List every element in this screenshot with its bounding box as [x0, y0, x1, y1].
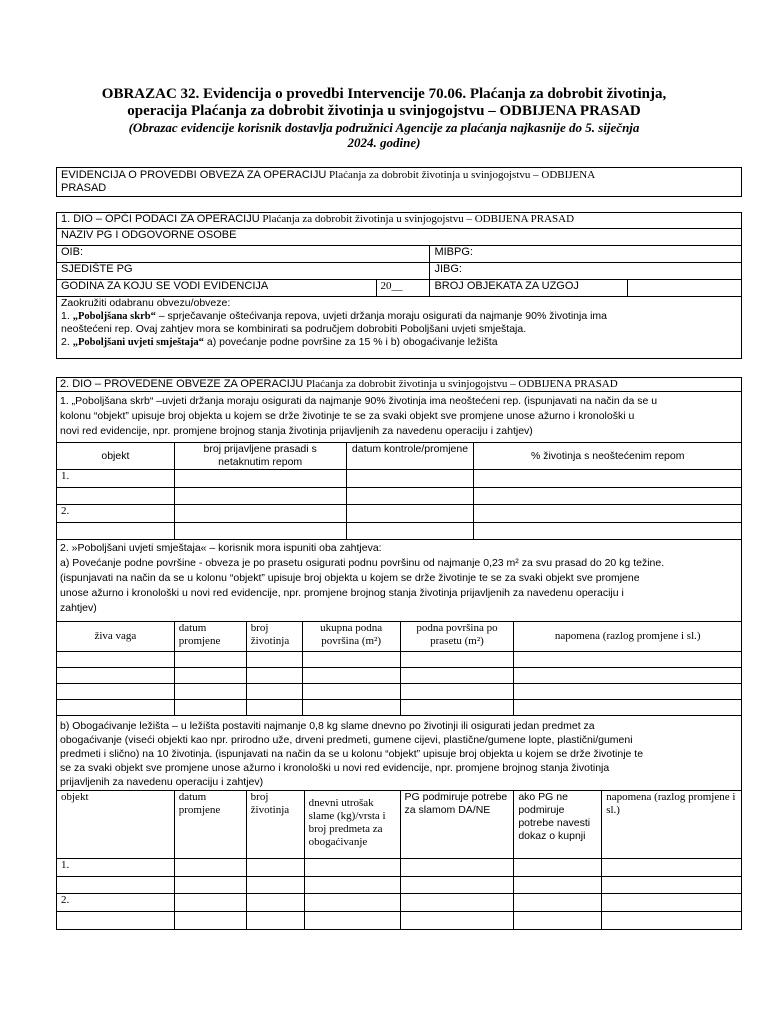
- t3-header-dokaz: ako PG ne podmiruje potrebe navesti dokaz o kupnji: [514, 791, 602, 859]
- table1: [56, 442, 742, 540]
- subtitle-line-1: (Obrazac evidencije korisnik dostavlja podružnici Agencije za plaćanja najkasnije do 5. siječnja: [128, 120, 640, 135]
- evidencija-rest: Plaćanja za dobrobit životinja u svinjogojstvu – ODBIJENA: [326, 169, 596, 181]
- t2-header-ukupna: ukupna podna površina (m²): [302, 622, 400, 652]
- t3-row3-objekt[interactable]: 2.: [57, 894, 175, 912]
- title-line-1: OBRAZAC 32. Evidencija o provedbi Intervencije 70.06. Plaćanja za dobrobit životinja,: [101, 86, 667, 102]
- t3-header-objekt: objekt: [57, 791, 175, 859]
- t3-cell[interactable]: [174, 894, 246, 912]
- t2-cell[interactable]: [514, 700, 742, 716]
- t1-row2-cell[interactable]: [346, 488, 474, 505]
- t1-row4-cell[interactable]: [474, 523, 742, 540]
- title-line-2: operacija Plaćanja za dobrobit životinja u svinjogojstvu – ODBIJENA PRASAD: [127, 103, 641, 119]
- table3: [56, 790, 742, 930]
- t1-row4-cell[interactable]: [174, 523, 346, 540]
- t2-cell[interactable]: [302, 652, 400, 668]
- t3-cell[interactable]: [246, 859, 304, 877]
- part1-heading-caps: 1. DIO – OPĆI PODACI ZA OPERACIJU: [61, 213, 260, 225]
- t3-cell[interactable]: [514, 894, 602, 912]
- section3-line5: prijavljenih za navedenu operaciju i zahtjev): [60, 776, 264, 788]
- t1-header-postotak: % životinja s neoštećenim repom: [474, 443, 742, 470]
- t2-cell[interactable]: [246, 700, 302, 716]
- t2-cell[interactable]: [246, 684, 302, 700]
- mibpg-field[interactable]: MIBPG:: [430, 246, 742, 263]
- t3-cell[interactable]: [400, 877, 514, 894]
- t3-row1-objekt[interactable]: 1.: [57, 859, 175, 877]
- part2-heading-caps: 2. DIO – PROVEDENE OBVEZE ZA OPERACIJU: [60, 378, 304, 390]
- section2-line1: 2. »Poboljšani uvjeti smještaja« – korisnik mora ispuniti oba zahtjeva:: [60, 542, 382, 554]
- t2-cell[interactable]: [302, 668, 400, 684]
- t1-row1-objekt[interactable]: 1.: [57, 470, 175, 488]
- t3-cell[interactable]: [304, 894, 400, 912]
- section1-line3: novi red evidencije, npr. promjene brojnog stanja životinja prijavljenih za navedenu operaciju i zahtjev): [60, 425, 533, 437]
- year-field[interactable]: 20__: [376, 280, 430, 297]
- broj-objekata-field[interactable]: [628, 280, 742, 297]
- t3-cell[interactable]: [514, 912, 602, 930]
- t1-row4-cell[interactable]: [346, 523, 474, 540]
- section3-line3: predmeti i slično) na 10 životinja. (ispunjavati na način da se u kolonu “objekt” upisuje broj objekta u kojem se drže životinje te: [60, 748, 644, 760]
- t2-cell[interactable]: [246, 668, 302, 684]
- jibg-field[interactable]: JIBG:: [430, 263, 742, 280]
- section2-line4: unose ažurno i kronološki u novi red evidencije, npr. promjene brojnog stanja životinja prijavljenih za navedenu operaciju i: [60, 587, 624, 599]
- t3-cell[interactable]: [246, 912, 304, 930]
- section3-line2: obogaćivanje (viseći objekti kao npr. prirodno uže, drveni predmeti, gumene cijevi, plastične/gumene lopte, plastični/gumeni: [60, 734, 633, 746]
- t3-cell[interactable]: [514, 859, 602, 877]
- option-2-title: „Poboljšani uvjeti smještaja“: [72, 337, 204, 348]
- part2-heading: [56, 377, 742, 392]
- t2-cell[interactable]: [302, 684, 400, 700]
- t3-cell[interactable]: [602, 912, 742, 930]
- t1-row2-cell[interactable]: [174, 488, 346, 505]
- t1-row2-cell[interactable]: [474, 488, 742, 505]
- section1-line1: 1. „Poboljšana skrb“ –uvjeti držanja moraju osigurati da najmanje 90% životinja ima neoštećeni rep. (ispunjavati na način da se u: [60, 395, 658, 407]
- t2-cell[interactable]: [400, 652, 514, 668]
- t3-cell[interactable]: [602, 859, 742, 877]
- t3-row4-objekt[interactable]: [57, 912, 175, 930]
- sjediste-field[interactable]: SJEDIŠTE PG: [57, 263, 430, 280]
- t3-header-napomena: napomena (razlog promjene i sl.): [602, 791, 742, 859]
- t3-cell[interactable]: [602, 894, 742, 912]
- option-2[interactable]: [61, 336, 737, 349]
- section1-line2: kolonu “objekt” upisuje broj objekta u kojem se drže životinje te se za svaki objekt sve promjene unose ažurno i kronološki u: [60, 410, 635, 422]
- t2-cell[interactable]: [302, 700, 400, 716]
- t1-row3-cell[interactable]: [174, 505, 346, 523]
- t2-cell[interactable]: [174, 668, 246, 684]
- t3-header-utrosak: dnevni utrošak slame (kg)/vrsta i broj predmeta za obogaćivanje: [304, 791, 400, 859]
- t2-cell[interactable]: [400, 668, 514, 684]
- t1-row2-objekt[interactable]: [57, 488, 175, 505]
- t1-row3-cell[interactable]: [346, 505, 474, 523]
- option-1-line2: neoštećeni rep. Ovaj zahtjev mora se kombinirati sa područjem dobrobiti Poboljšani uvjeti smještaja.: [61, 323, 527, 335]
- t2-cell[interactable]: [57, 668, 175, 684]
- t2-header-napomena: napomena (razlog promjene i sl.): [514, 622, 742, 652]
- t3-cell[interactable]: [304, 859, 400, 877]
- t3-cell[interactable]: [400, 912, 514, 930]
- subtitle-line-2: 2024. godine): [347, 135, 421, 150]
- t3-row2-objekt[interactable]: [57, 877, 175, 894]
- t3-cell[interactable]: [514, 877, 602, 894]
- t2-cell[interactable]: [174, 652, 246, 668]
- section2-line2: a) Povećanje podne površine - obveza je po prasetu osigurati podnu površinu od najmanje 0,23 m² za svu prasad do 20 kg težine.: [60, 557, 665, 569]
- t3-cell[interactable]: [246, 894, 304, 912]
- section2-line5: zahtjev): [60, 602, 97, 614]
- t3-cell[interactable]: [246, 877, 304, 894]
- t3-cell[interactable]: [602, 877, 742, 894]
- section2-text: [60, 541, 740, 616]
- t1-row3-objekt[interactable]: 2.: [57, 505, 175, 523]
- t2-cell[interactable]: [246, 652, 302, 668]
- t3-header-datum: datum promjene: [174, 791, 246, 859]
- document-title: [70, 86, 698, 150]
- t1-header-broj: broj prijavljene prasadi s netaknutim repom: [174, 443, 346, 470]
- part2-heading-rest: Plaćanja za dobrobit životinja u svinjogojstvu – ODBIJENA PRASAD: [303, 378, 618, 390]
- evidencija-box: [56, 167, 742, 197]
- t2-header-broj: broj životinja: [246, 622, 302, 652]
- t3-cell[interactable]: [174, 877, 246, 894]
- part1-heading-rest: Plaćanja za dobrobit životinja u svinjogojstvu – ODBIJENA PRASAD: [259, 213, 575, 225]
- section2-line3: (ispunjavati na način da se u kolonu “objekt” upisuje broj objekta u kojem se drže životinje te se za svaki objekt sve promjene: [60, 572, 640, 584]
- t2-cell[interactable]: [174, 684, 246, 700]
- evidencija-line2: PRASAD: [61, 182, 107, 194]
- t1-row1-cell[interactable]: [174, 470, 346, 488]
- t1-row1-cell[interactable]: [346, 470, 474, 488]
- t3-cell[interactable]: [400, 859, 514, 877]
- t2-cell[interactable]: [400, 684, 514, 700]
- t2-cell[interactable]: [174, 700, 246, 716]
- t2-header-datum: datum promjene: [174, 622, 246, 652]
- t2-cell[interactable]: [57, 652, 175, 668]
- t3-header-broj: broj životinja: [246, 791, 304, 859]
- t1-row3-cell[interactable]: [474, 505, 742, 523]
- option-2-number: 2.: [61, 336, 73, 348]
- part1-table: [56, 212, 742, 359]
- naziv-field[interactable]: NAZIV PG I ODGOVORNE OSOBE: [57, 229, 742, 246]
- zaokruziti-text: Zaokružiti odabranu obvezu/obveze:: [61, 297, 231, 309]
- t3-cell[interactable]: [400, 894, 514, 912]
- oib-field[interactable]: OIB:: [57, 246, 430, 263]
- section1-text: [60, 394, 740, 439]
- option-1-text: – sprječavanje oštećivanja repova, uvjeti držanja moraju osigurati da najmanje 90% životinja ima: [155, 310, 608, 322]
- option-2-text: a) povećanje podne površine za 15 % i b) obogaćivanje ležišta: [203, 336, 498, 348]
- option-1-title: „Poboljšana skrb“: [72, 311, 156, 322]
- section3-text: [60, 719, 740, 789]
- t2-cell[interactable]: [57, 684, 175, 700]
- evidencija-caps: EVIDENCIJA O PROVEDBI OBVEZA ZA OPERACIJU: [61, 169, 327, 181]
- t1-header-objekt: objekt: [57, 443, 175, 470]
- option-1-number: 1.: [61, 310, 73, 322]
- obveze-selection: [57, 297, 742, 359]
- t1-row4-objekt[interactable]: [57, 523, 175, 540]
- t2-cell[interactable]: [514, 652, 742, 668]
- t2-cell[interactable]: [514, 684, 742, 700]
- t2-cell[interactable]: [514, 668, 742, 684]
- godina-label: GODINA ZA KOJU SE VODI EVIDENCIJA: [57, 280, 377, 297]
- t2-cell[interactable]: [57, 700, 175, 716]
- t1-row1-cell[interactable]: [474, 470, 742, 488]
- section3-line4: se za svaki objekt sve promjene unose ažurno i kronološki u novi red evidencije, npr. promjene brojnog stanja životinja: [60, 762, 610, 774]
- t2-header-po-prasetu: podna površina po prasetu (m²): [400, 622, 514, 652]
- t3-header-podmiruje: PG podmiruje potrebe za slamom DA/NE: [400, 791, 514, 859]
- part1-heading: [57, 213, 742, 229]
- table2: [56, 621, 742, 716]
- t2-header-ziva-vaga: živa vaga: [57, 622, 175, 652]
- broj-objekata-label: BROJ OBJEKATA ZA UZGOJ: [430, 280, 628, 297]
- t1-header-datum: datum kontrole/promjene: [346, 443, 474, 470]
- option-1[interactable]: [61, 310, 737, 323]
- t3-cell[interactable]: [174, 859, 246, 877]
- t3-cell[interactable]: [304, 912, 400, 930]
- t2-cell[interactable]: [400, 700, 514, 716]
- t3-cell[interactable]: [304, 877, 400, 894]
- t3-cell[interactable]: [174, 912, 246, 930]
- section3-line1: b) Obogaćivanje ležišta – u ležišta postaviti najmanje 0,8 kg slame dnevno po životinji ili osigurati jedan predmet za: [60, 720, 595, 732]
